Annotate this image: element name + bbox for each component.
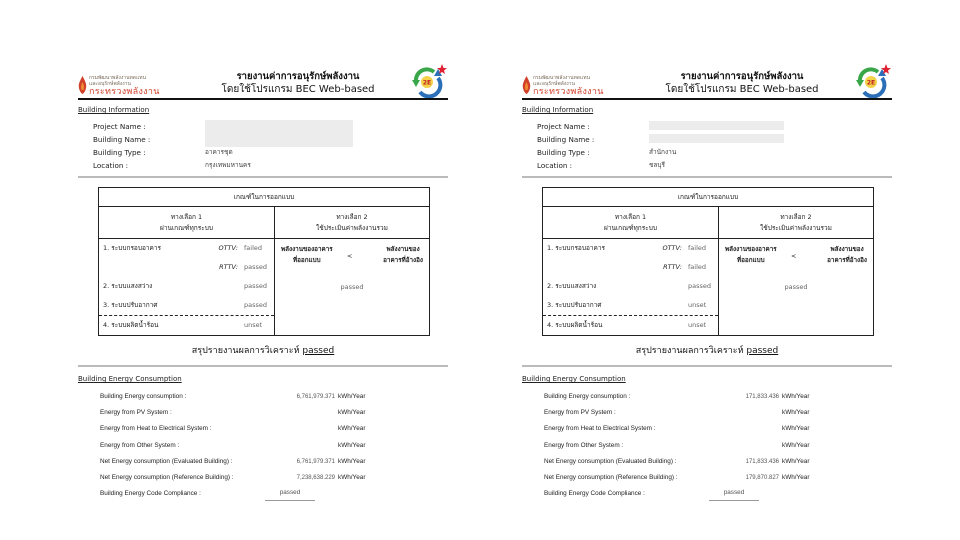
energy-unit: kWh/Year — [782, 473, 810, 481]
analysis-summary — [522, 343, 892, 357]
info-label: Project Name : — [537, 122, 590, 131]
system-name: 4. ระบบผลิตน้ำร้อน — [547, 321, 603, 329]
header-rule — [522, 98, 892, 100]
system-row — [543, 258, 718, 277]
energy-label: Energy from PV System : — [100, 409, 172, 417]
system-metric: RTTV: — [663, 263, 682, 271]
energy-consumption-list — [544, 389, 892, 502]
option-1-systems — [99, 239, 275, 335]
option-1-subtitle: ผ่านเกณฑ์ทุกระบบ — [160, 224, 213, 232]
energy-label: Energy from Heat to Electrical System : — [100, 425, 212, 433]
summary-label: สรุปรายงานผลการวิเคราะห์ — [191, 346, 300, 356]
option-2-result: passed — [340, 283, 364, 291]
energy-label: Energy from PV System : — [544, 409, 616, 417]
option-1-header — [543, 207, 719, 238]
redacted-name-field — [205, 120, 353, 147]
ministry-logo — [78, 70, 178, 96]
energy-label: Net Energy consumption (Reference Building) : — [544, 473, 678, 481]
system-status: passed — [244, 301, 268, 309]
designed-building-energy-label — [281, 244, 333, 266]
reference-building-energy-label — [827, 244, 867, 266]
info-label: Location : — [537, 161, 573, 170]
ministry-emblem-icon — [522, 76, 531, 94]
designed-building-energy-label — [725, 244, 777, 266]
summary-label: สรุปรายงานผลการวิเคราะห์ — [635, 346, 744, 356]
info-value: สำนักงาน — [649, 148, 677, 156]
system-name — [547, 258, 647, 277]
energy-value: 6,761,979.371 — [296, 394, 335, 400]
section-divider — [522, 176, 892, 178]
summary-result: passed — [302, 346, 335, 356]
energy-unit: kWh/Year — [782, 457, 810, 465]
system-row — [543, 296, 718, 315]
energy-label: Building Energy consumption : — [100, 393, 187, 400]
ministry-logo — [522, 70, 622, 96]
energy-consumption-list — [100, 389, 448, 502]
compliance-value: passed — [709, 486, 759, 501]
system-status: passed — [244, 263, 268, 271]
less-than-operator: < — [347, 252, 353, 260]
option-1-systems — [543, 239, 719, 335]
agency-line-2: และอนุรักษ์พลังงาน — [533, 81, 575, 87]
building-info — [537, 120, 892, 172]
system-row — [99, 296, 274, 315]
energy-label: Energy from Heat to Electrical System : — [544, 425, 656, 433]
info-label: Project Name : — [93, 122, 146, 131]
energy-row — [544, 405, 892, 421]
system-metric — [203, 316, 244, 335]
energy-consumption-heading: Building Energy Consumption — [78, 375, 182, 383]
info-row-location — [537, 159, 892, 172]
option-2-title: ทางเลือก 2 — [780, 213, 812, 221]
system-status: unset — [688, 321, 707, 329]
energy-consumption-heading: Building Energy Consumption — [522, 375, 626, 383]
system-row — [99, 258, 274, 277]
info-row-location — [93, 159, 448, 172]
compare-left-line-1: พลังงานของอาคาร — [281, 246, 333, 253]
energy-label: Energy from Other System : — [544, 441, 624, 449]
energy-value: 171,833.436 — [745, 394, 779, 400]
compare-right-line-1: พลังงานของ — [830, 246, 864, 253]
option-1-subtitle: ผ่านเกณฑ์ทุกระบบ — [604, 224, 657, 232]
option-2-header — [275, 207, 429, 238]
energy-label: Net Energy consumption (Evaluated Building) : — [100, 457, 233, 465]
energy-value — [260, 421, 338, 437]
system-status: unset — [244, 321, 263, 329]
system-name: 4. ระบบผลิตน้ำร้อน — [103, 321, 159, 329]
badge-text: 2E — [422, 79, 432, 87]
section-divider — [78, 365, 448, 367]
info-label: Building Type : — [537, 148, 590, 157]
system-name: 2. ระบบแสงสว่าง — [103, 282, 153, 290]
compliance-row — [544, 486, 892, 502]
energy-value: 171,833.436 — [745, 458, 779, 465]
option-2-result: passed — [784, 283, 808, 291]
system-status: passed — [688, 282, 712, 290]
info-label: Building Type : — [93, 148, 146, 157]
report-title-line-1: รายงานค่าการอนุรักษ์พลังงาน — [236, 71, 360, 82]
info-label: Location : — [93, 161, 129, 170]
energy-label: Net Energy consumption (Reference Building) : — [100, 473, 234, 481]
energy-unit: kWh/Year — [338, 425, 366, 433]
energy-label: Net Energy consumption (Evaluated Building) : — [544, 457, 677, 465]
info-value: กรุงเทพมหานคร — [205, 161, 251, 169]
system-status: failed — [688, 244, 707, 252]
energy-value: 7,238,638.229 — [296, 474, 335, 481]
energy-unit: kWh/Year — [338, 457, 366, 465]
building-info — [93, 120, 448, 172]
report-right — [522, 62, 892, 502]
energy-row — [544, 421, 892, 437]
compliance-label: Building Energy Code Compliance : — [100, 490, 201, 498]
energy-row — [100, 389, 448, 405]
compare-right-line-2: อาคารที่อ้างอิง — [383, 257, 423, 264]
option-2-subtitle: ใช้ประเมินค่าพลังงานรวม — [760, 224, 832, 232]
energy-unit: kWh/Year — [338, 441, 366, 449]
2e-building-logo-icon — [852, 64, 892, 98]
option-2-title: ทางเลือก 2 — [336, 213, 368, 221]
option-2-comparison — [719, 239, 873, 335]
info-value: ชลบุรี — [649, 161, 666, 169]
energy-unit: kWh/Year — [338, 473, 366, 481]
system-name: 2. ระบบแสงสว่าง — [547, 282, 597, 290]
energy-value — [260, 405, 338, 421]
design-criteria-table — [98, 187, 430, 336]
system-metric: RTTV: — [219, 263, 238, 271]
system-name: 1. ระบบกรอบอาคาร — [103, 244, 162, 252]
compliance-value: passed — [265, 486, 315, 501]
option-1-header — [99, 207, 275, 238]
ministry-name: กระทรวงพลังงาน — [89, 87, 160, 97]
energy-unit: kWh/Year — [338, 393, 366, 400]
system-metric — [647, 316, 688, 335]
system-row — [543, 239, 718, 258]
energy-value — [704, 421, 782, 437]
system-status: failed — [244, 244, 263, 252]
compare-left-line-2: ที่ออกแบบ — [737, 257, 765, 264]
energy-row — [100, 421, 448, 437]
reference-building-energy-label — [383, 244, 423, 266]
energy-row — [544, 438, 892, 454]
report-title-line-2: โดยใช้โปรแกรม BEC Web-based — [665, 84, 819, 95]
agency-line-2: และอนุรักษ์พลังงาน — [89, 81, 131, 87]
energy-row — [544, 389, 892, 405]
ministry-emblem-icon — [78, 76, 87, 94]
building-info-heading: Building Information — [522, 106, 594, 114]
energy-value — [260, 438, 338, 454]
system-status: failed — [688, 263, 707, 271]
compliance-label: Building Energy Code Compliance : — [544, 490, 645, 498]
report-header — [78, 62, 448, 98]
system-row — [99, 239, 274, 258]
energy-label: Building Energy consumption : — [544, 393, 631, 400]
energy-row — [544, 470, 892, 486]
compare-left-line-2: ที่ออกแบบ — [293, 257, 321, 264]
system-name: 3. ระบบปรับอากาศ — [547, 301, 602, 309]
energy-label: Energy from Other System : — [100, 441, 180, 449]
report-title — [198, 70, 398, 96]
info-label: Building Name : — [537, 135, 595, 144]
criteria-heading: เกณฑ์ในการออกแบบ — [543, 188, 873, 207]
energy-row — [100, 454, 448, 470]
info-row-building-type — [537, 146, 892, 159]
system-metric — [647, 296, 688, 315]
analysis-summary — [78, 343, 448, 357]
system-row — [99, 277, 274, 296]
criteria-heading: เกณฑ์ในการออกแบบ — [99, 188, 429, 207]
report-header — [522, 62, 892, 98]
system-metric — [203, 277, 244, 296]
compliance-row — [100, 486, 448, 502]
compare-right-line-2: อาคารที่อ้างอิง — [827, 257, 867, 264]
redacted-name-field — [649, 121, 784, 145]
report-left — [78, 62, 448, 502]
system-metric: OTTV: — [218, 244, 238, 252]
energy-row — [100, 405, 448, 421]
energy-row — [544, 454, 892, 470]
header-rule — [78, 98, 448, 100]
energy-unit: kWh/Year — [782, 393, 810, 400]
system-name: 3. ระบบปรับอากาศ — [103, 301, 158, 309]
energy-row — [100, 438, 448, 454]
system-metric — [203, 296, 244, 315]
section-divider — [522, 365, 892, 367]
compare-left-line-1: พลังงานของอาคาร — [725, 246, 777, 253]
building-info-heading: Building Information — [78, 106, 150, 114]
energy-unit: kWh/Year — [338, 409, 366, 417]
energy-row — [100, 470, 448, 486]
energy-value: 179,870.827 — [745, 474, 779, 481]
option-2-subtitle: ใช้ประเมินค่าพลังงานรวม — [316, 224, 388, 232]
less-than-operator: < — [791, 252, 797, 260]
report-title-line-2: โดยใช้โปรแกรม BEC Web-based — [221, 84, 375, 95]
energy-unit: kWh/Year — [782, 425, 810, 433]
system-row — [543, 277, 718, 296]
2e-building-logo-icon — [408, 64, 448, 98]
system-row — [543, 315, 718, 335]
system-metric — [647, 277, 688, 296]
system-row — [99, 315, 274, 335]
info-row-building-type — [93, 146, 448, 159]
system-status: unset — [688, 301, 707, 309]
energy-unit: kWh/Year — [782, 441, 810, 449]
compare-right-line-1: พลังงานของ — [386, 246, 420, 253]
option-1-title: ทางเลือก 1 — [614, 213, 647, 221]
energy-value — [704, 405, 782, 421]
option-1-title: ทางเลือก 1 — [170, 213, 203, 221]
ministry-name: กระทรวงพลังงาน — [533, 87, 604, 97]
info-label: Building Name : — [93, 135, 151, 144]
system-name: 1. ระบบกรอบอาคาร — [547, 244, 606, 252]
option-2-header — [719, 207, 873, 238]
system-metric: OTTV: — [662, 244, 682, 252]
energy-unit: kWh/Year — [782, 409, 810, 417]
system-status: passed — [244, 282, 268, 290]
agency-line-1: กรมพัฒนาพลังงานทดแทน — [89, 75, 146, 81]
report-title — [642, 70, 842, 96]
info-value: อาคารชุด — [205, 148, 233, 156]
report-title-line-1: รายงานค่าการอนุรักษ์พลังงาน — [680, 71, 804, 82]
badge-text: 2E — [866, 79, 876, 87]
agency-line-1: กรมพัฒนาพลังงานทดแทน — [533, 75, 590, 81]
energy-value — [704, 438, 782, 454]
energy-value: 6,761,979.371 — [296, 458, 335, 465]
system-name — [103, 258, 203, 277]
section-divider — [78, 176, 448, 178]
design-criteria-table — [542, 187, 874, 336]
summary-result: passed — [746, 346, 779, 356]
option-2-comparison — [275, 239, 429, 335]
